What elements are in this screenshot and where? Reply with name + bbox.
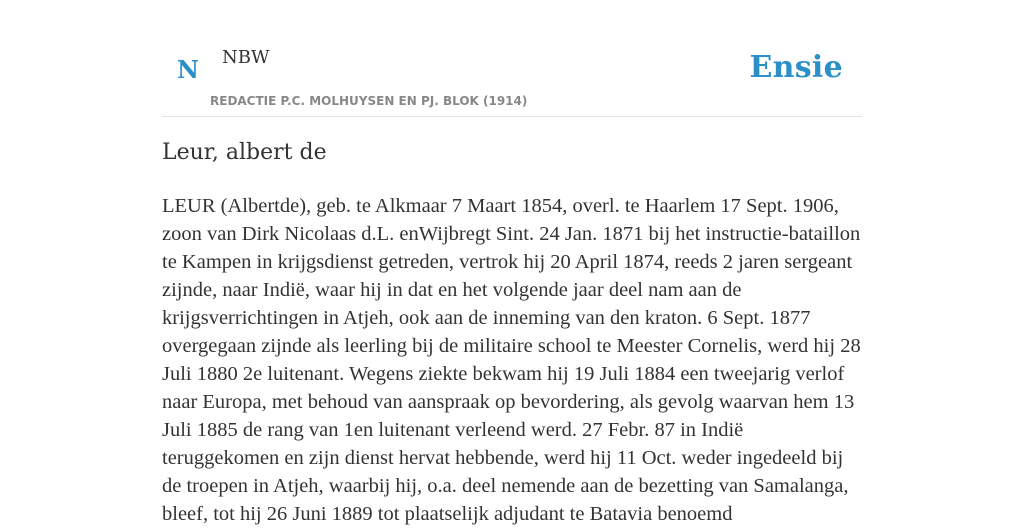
article-title: Leur, albert de (162, 140, 327, 165)
brand-logo[interactable]: Ensie (749, 50, 843, 85)
article-body: LEUR (Albertde), geb. te Alkmaar 7 Maart 1854, overl. te Haarlem 17 Sept. 1906, zoon van Dirk Nicolaas d.L. enWijbregt Sint. 24 Jan. 1871 bij het instructie-bataillon te Kampen in krijgsdienst getreden, vertrok hij 20 April 1874, reeds 2 jaren sergeant zijnde, naar Indië, waar hij in dat en het volgende jaar deel nam aan de krijgsverrichtingen in Atjeh, ook aan de inneming van den kraton. 6 Sept. 1877 overgegaan zijnde als leerling bij de militaire school te Meester Cornelis, werd hij 28 Juli 1880 2e luitenant. Wegens ziekte bekwam hij 19 Juli 1884 een tweejarig verlof naar Europa, met behoud van aanspraak op bevordering, als gevolg waarvan hem 13 Juli 1885 de rang van 1en luitenant verleend werd. 27 Febr. 87 in Indië teruggekomen en zijn dienst hervat hebbende, werd hij 11 Oct. weder ingedeeld bij de troepen in Atjeh, waarbij hij, o.a. deel nemende aan de bezetting van Samalanga, bleef, tot hij 26 Juni 1889 tot plaatselijk adjudant te Batavia benoemd (162, 195, 861, 525)
source-header (162, 0, 862, 117)
source-name[interactable]: NBW (222, 47, 270, 68)
source-logo-letter: N (177, 55, 199, 84)
source-subtitle: REDACTIE P.C. MOLHUYSEN EN PJ. BLOK (1914) (210, 94, 528, 108)
